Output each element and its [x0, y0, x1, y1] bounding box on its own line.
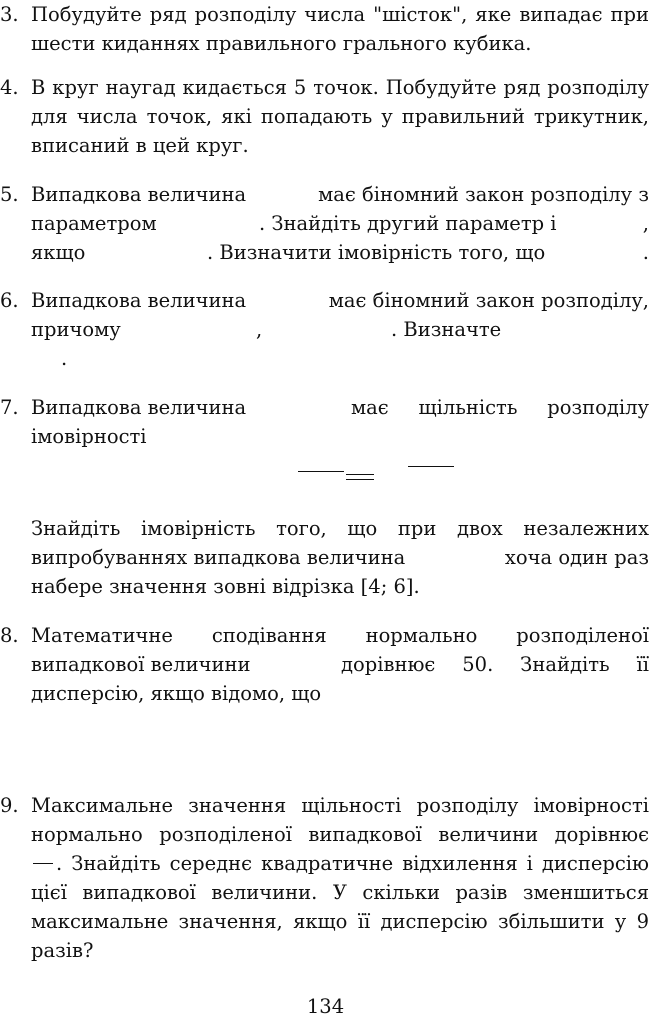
problem-text-line: набере значення зовні відрізка [4; 6]. — [31, 575, 420, 598]
problem-number: 6. — [0, 289, 19, 312]
problem-text: випадкової величини — [31, 653, 251, 676]
problem-number: 3. — [0, 3, 19, 26]
page-number: 134 — [306, 995, 345, 1018]
problem-text: параметром — [31, 212, 157, 235]
problem-text: , — [642, 212, 649, 235]
problem-text-line: вписаний в цей круг. — [31, 134, 249, 157]
problem-text: хоча один раз — [504, 546, 649, 569]
problem-text: . — [642, 241, 649, 264]
problem-text: , — [256, 318, 263, 341]
problem-number: 4. — [0, 76, 19, 99]
problem-text: має щільність розподілу — [351, 396, 649, 419]
fraction-bar — [33, 863, 53, 864]
problem-text-line: В круг наугад кидається 5 точок. Побудуйте ряд розподілу — [31, 76, 649, 99]
problem-text-line: разів? — [31, 939, 94, 962]
problem-text-line: для числа точок, які попадають у правильний трикутник, — [31, 105, 649, 128]
problem-text: має біномний закон розподілу, — [328, 289, 649, 312]
problem-text: Випадкова величина — [31, 396, 247, 419]
fraction-bar — [346, 479, 374, 480]
problem-text: . Визначте — [391, 318, 502, 341]
problem-text: . Знайдіть середнє квадратичне відхилення і дисперсію — [56, 852, 649, 875]
problem-text: Випадкова величина — [31, 183, 247, 206]
problem-text: . Визначити імовірність того, що — [207, 241, 546, 264]
problem-text-line: шести киданнях правильного грального кубика. — [31, 32, 532, 55]
problem-number: 5. — [0, 183, 19, 206]
problem-text-line: Побудуйте ряд розподілу числа "шісток", яке випадає при — [31, 3, 649, 26]
problem-number: 8. — [0, 624, 19, 647]
problem-number: 7. — [0, 396, 19, 419]
fraction-bar — [346, 474, 374, 475]
problem-text-line: Математичне сподівання нормально розподіленої — [31, 624, 649, 647]
problem-text-line: максимальне значення, якщо її дисперсію збільшити у 9 — [31, 910, 649, 933]
problem-text-line: нормально розподіленої випадкової величини дорівнює — [31, 823, 649, 846]
problem-text: випробуваннях випадкова величина — [31, 546, 406, 569]
problem-text: Випадкова величина — [31, 289, 247, 312]
problem-text: має біномний закон розподілу з — [318, 183, 649, 206]
problem-text: . — [61, 347, 68, 370]
problem-text-line: Знайдіть імовірність того, що при двох незалежних — [31, 517, 649, 540]
problem-number: 9. — [0, 794, 19, 817]
fraction-bar — [408, 466, 454, 467]
problem-text: . Знайдіть другий параметр і — [259, 212, 557, 235]
problem-text-line: імовірності — [31, 425, 147, 448]
fraction-bar — [298, 471, 344, 472]
problem-text: якщо — [31, 241, 86, 264]
problem-text: причому — [31, 318, 121, 341]
problem-text-line: цієї випадкової величини. У скільки разів зменшиться — [31, 881, 649, 904]
problem-text-line: Максимальне значення щільності розподілу імовірності — [31, 794, 649, 817]
problem-text-line: дисперсію, якщо відомо, що — [31, 682, 322, 705]
problem-text: дорівнює 50. Знайдіть її — [341, 653, 649, 676]
